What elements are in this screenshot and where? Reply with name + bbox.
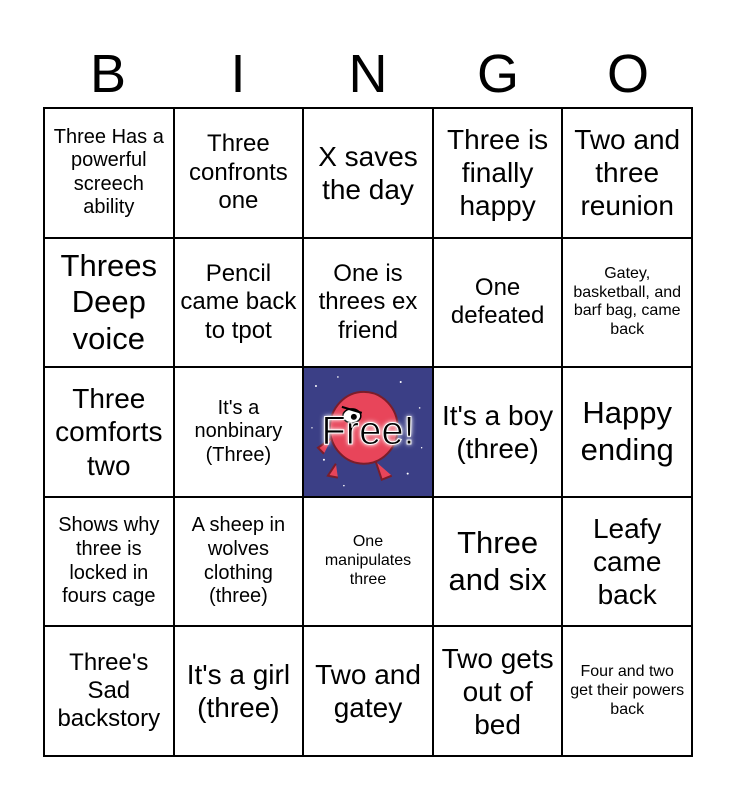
bingo-cell[interactable]: One manipulates three — [303, 497, 433, 627]
bingo-cell[interactable]: Threes Deep voice — [44, 238, 174, 368]
bingo-cell[interactable]: Three is finally happy — [433, 108, 563, 238]
header-letter-n: N — [348, 44, 388, 104]
header-letter-g: G — [476, 44, 519, 104]
bingo-header — [43, 40, 693, 108]
bingo-cell[interactable]: Two gets out of bed — [433, 626, 563, 756]
bingo-cell[interactable]: Four and two get their powers back — [562, 626, 692, 756]
bingo-cell[interactable]: Three's Sad backstory — [44, 626, 174, 756]
bingo-cell[interactable]: Three comforts two — [44, 367, 174, 497]
bingo-cell[interactable]: Leafy came back — [562, 497, 692, 627]
bingo-cell[interactable]: A sheep in wolves clothing (three) — [174, 497, 304, 627]
bingo-cell[interactable]: X saves the day — [303, 108, 433, 238]
bingo-cell[interactable]: It's a boy (three) — [433, 367, 563, 497]
header-letter-b: B — [89, 44, 127, 104]
bingo-card — [43, 107, 693, 757]
bingo-cell[interactable]: Two and gatey — [303, 626, 433, 756]
bingo-cell[interactable]: It's a nonbinary (Three) — [174, 367, 304, 497]
bingo-cell[interactable]: One defeated — [433, 238, 563, 368]
bingo-cell[interactable]: Shows why three is locked in fours cage — [44, 497, 174, 627]
bingo-cell[interactable]: It's a girl (three) — [174, 626, 304, 756]
bingo-cell[interactable]: One is threes ex friend — [303, 238, 433, 368]
bingo-cell[interactable]: Three Has a powerful screech ability — [44, 108, 174, 238]
free-space-label: Free! — [321, 409, 415, 454]
header-letter-i: I — [230, 44, 246, 104]
bingo-cell[interactable]: Two and three reunion — [562, 108, 692, 238]
bingo-cell[interactable]: Three and six — [433, 497, 563, 627]
bingo-cell[interactable]: Three confronts one — [174, 108, 304, 238]
header-letter-o: O — [606, 44, 649, 104]
free-space[interactable] — [303, 367, 433, 497]
bingo-cell[interactable]: Happy ending — [562, 367, 692, 497]
bingo-cell[interactable]: Gatey, basketball, and barf bag, came back — [562, 238, 692, 368]
bingo-cell[interactable]: Pencil came back to tpot — [174, 238, 304, 368]
